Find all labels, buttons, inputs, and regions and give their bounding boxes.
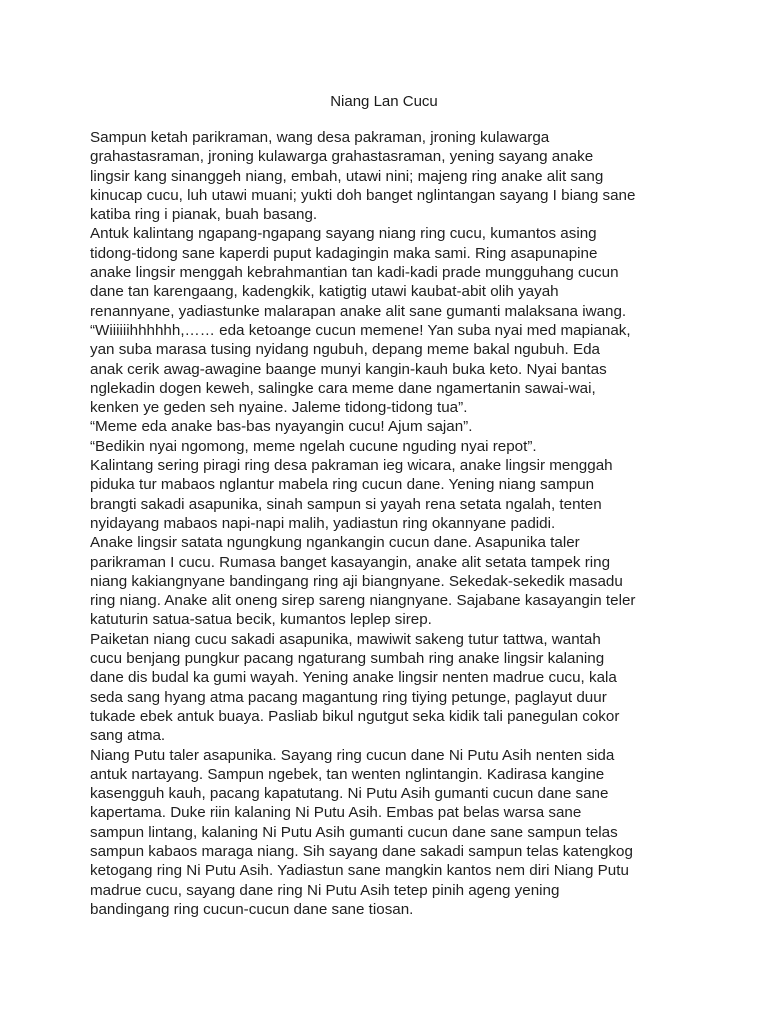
text-line: bandingang ring cucun-cucun dane sane tiosan. <box>90 900 414 918</box>
text-line: renannyane, yadiastunke malarapan anake alit sane gumanti malaksana iwang. <box>90 302 627 320</box>
text-line: grahastasraman, jroning kulawarga grahastasraman, yening sayang anake <box>90 148 594 166</box>
text-line: Sampun ketah parikraman, wang desa pakraman, jroning kulawarga <box>90 129 550 146</box>
text-line: Paiketan niang cucu sakadi asapunika, mawiwit sakeng tutur tattwa, wantah <box>90 630 601 648</box>
text-line: nglekadin dogen keweh, salingke cara meme dane ngamertanin sawai-wai, <box>90 379 596 397</box>
text-line: “Meme eda anake bas-bas nyayangin cucu! Ajum sajan”. <box>90 418 473 436</box>
text-line: dane dis budal ka gumi wayah. Yening anake lingsir nenten madrue cucu, kala <box>90 669 617 687</box>
text-line: dane tan karengaang, kadengkik, katigtig utawi kaubat-abit olih yayah <box>90 283 559 301</box>
text-line: ring niang. Anake alit oneng sirep sareng niangnyane. Sajabane kasayangin teler <box>90 592 636 610</box>
text-line: brangti sakadi asapunika, sinah sampun si yayah rena setata ngalah, tenten <box>90 495 602 513</box>
text-line: yan suba marasa tusing nyidang ngubuh, depang meme bakal ngubuh. Eda <box>90 341 600 359</box>
text-line: katiba ring i pianak, buah basang. <box>90 206 318 224</box>
text-line: niang kakiangnyane bandingang ring aji biangnyane. Sekedak-sekedik masadu <box>90 572 623 590</box>
text-line: lingsir kang sinanggeh niang, embah, utawi nini; majeng ring anake alit sang <box>90 167 604 185</box>
text-line: anak cerik awag-awagine baange munyi kangin-kauh buka keto. Nyai bantas <box>90 360 607 378</box>
text-line: Anake lingsir satata ngungkung ngankangin cucun dane. Asapunika taler <box>90 534 580 552</box>
text-line: piduka tur mabaos nglantur mabela ring cucun dane. Yening niang sampun <box>90 476 595 494</box>
text-line: kapertama. Duke riin kalaning Ni Putu Asih. Embas pat belas warsa sane <box>90 804 582 822</box>
text-line: nyidayang mabaos napi-napi malih, yadiastun ring okannyane padidi. <box>90 514 556 532</box>
text-line: “Bedikin nyai ngomong, meme ngelah cucune nguding nyai repot”. <box>90 437 537 455</box>
text-line: Kalintang sering piragi ring desa pakraman ieg wicara, anake lingsir menggah <box>90 457 613 475</box>
text-line: ketogang ring Ni Putu Asih. Yadiastun sane mangkin kantos nem diri Niang Putu <box>90 862 629 880</box>
text-line: sampun kabaos maraga niang. Sih sayang dane sakadi sampun telas katengkog <box>90 842 633 860</box>
text-line: seda sang hyang atma pacang magantung ring tiying petunge, paglayut duur <box>90 688 607 706</box>
text-line: tidong-tidong sane kaperdi puput kadagingin maka sami. Ring asapunapine <box>90 244 598 262</box>
text-line: madrue cucu, sayang dane ring Ni Putu Asih tetep pinih ageng yening <box>90 881 560 899</box>
text-line: “Wiiiiiihhhhhh,…… eda ketoange cucun memene! Yan suba nyai med mapianak, <box>90 321 631 339</box>
document-title: Niang Lan Cucu <box>330 93 438 110</box>
document-body <box>90 128 690 919</box>
text-line: parikraman I cucu. Rumasa banget kasayangin, anake alit setata tampek ring <box>90 553 611 571</box>
text-line: kenken ye geden seh nyaine. Jaleme tidong-tidong tua”. <box>90 399 468 417</box>
text-line: kasengguh kauh, pacang kapatutang. Ni Putu Asih gumanti cucun dane sane <box>90 785 609 803</box>
text-line: antuk nartayang. Sampun ngebek, tan wenten nglintangin. Kadirasa kangine <box>90 765 605 783</box>
text-line: anake lingsir menggah kebrahmantian tan kadi-kadi prade mungguhang cucun <box>90 264 619 282</box>
text-line: katuturin satua-satua becik, kumantos leplep sirep. <box>90 611 432 629</box>
text-line: cucu benjang pungkur pacang ngaturang sumbah ring anake lingsir kalaning <box>90 650 605 668</box>
text-line: Niang Putu taler asapunika. Sayang ring cucun dane Ni Putu Asih nenten sida <box>90 746 615 764</box>
text-line: kinucap cucu, luh utawi muani; yukti doh banget nglintangan sayang I biang sane <box>90 186 636 204</box>
text-line: Antuk kalintang ngapang-ngapang sayang niang ring cucu, kumantos asing <box>90 225 597 243</box>
text-line: tukade ebek antuk buaya. Pasliab bikul ngutgut seka kidik tali panegulan cokor <box>90 707 620 725</box>
text-line: sampun lintang, kalaning Ni Putu Asih gumanti cucun dane sane sampun telas <box>90 823 618 841</box>
text-line: sang atma. <box>90 727 166 745</box>
